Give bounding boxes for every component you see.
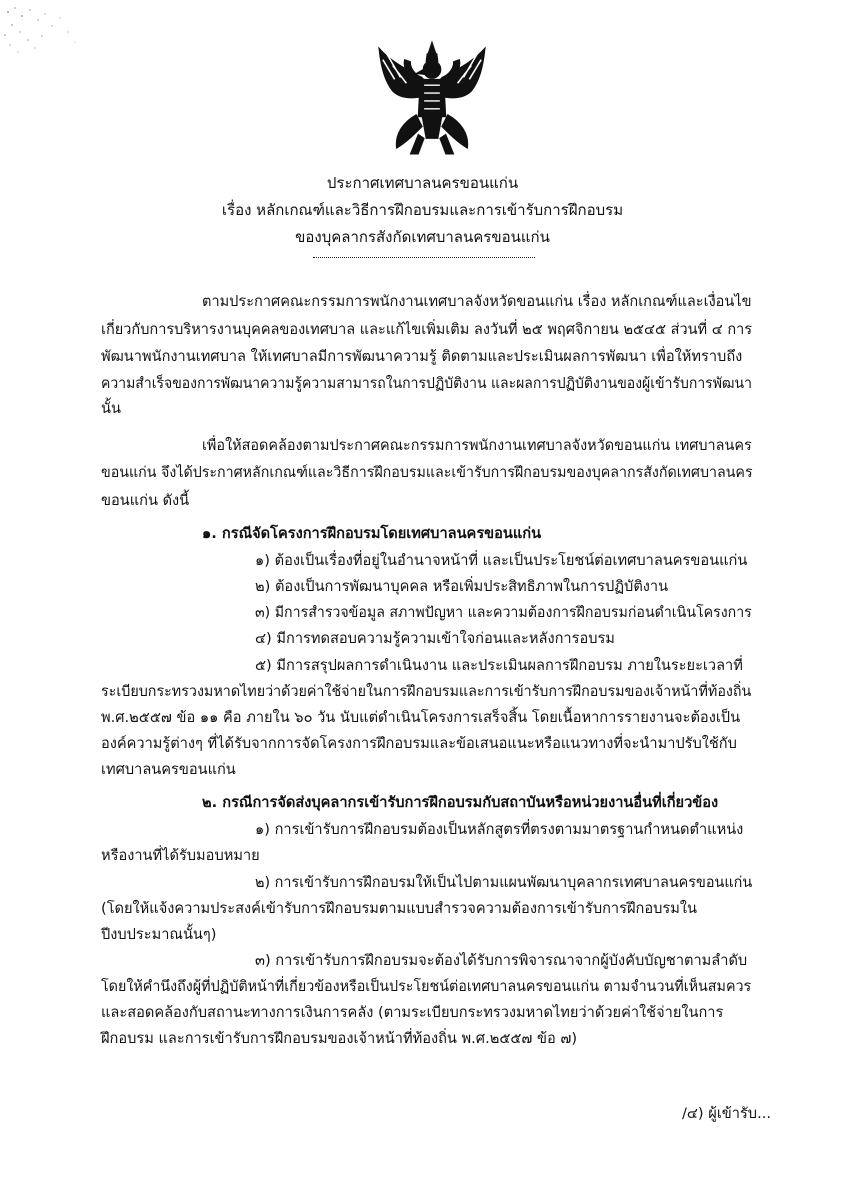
section1-heading: ๑. กรณีจัดโครงการฝึกอบรมโดยเทศบาลนครขอนแก่น — [202, 525, 542, 542]
section1-item: ๕) มีการสรุปผลการดำเนินงาน และประเมินผลการฝึกอบรม ภายในระยะเวลาที่ — [255, 657, 743, 674]
section1-item: ๔) มีการทดสอบความรู้ความเข้าใจก่อนและหลังการอบรม — [255, 630, 615, 647]
section2-item1: ๑) การเข้ารับการฝึกอบรมต้องเป็นหลักสูตรที่ตรงตามมาตรฐานกำหนดตำแหน่ง — [255, 821, 744, 838]
section1-item5-cont: พ.ศ.๒๕๕๗ ข้อ ๑๑ คือ ภายใน ๖๐ วัน นับแต่ดำเนินโครงการเสร็จสิ้น โดยเนื้อหาการรายงานจะต้องเป็น — [101, 709, 741, 726]
section1-item: ๓) มีการสำรวจข้อมูล สภาพปัญหา และความต้องการฝึกอบรมก่อนดำเนินโครงการ — [255, 604, 752, 621]
scan-noise — [0, 0, 90, 60]
section2-heading: ๒. กรณีการจัดส่งบุคลากรเข้ารับการฝึกอบรมกับสถาบันหรือหน่วยงานอื่นที่เกี่ยวข้อง — [202, 794, 719, 811]
section2-item3-cont: โดยให้คำนึงถึงผู้ที่ปฏิบัติหน้าที่เกี่ยวข้องหรือเป็นประโยชน์ต่อเทศบาลนครขอนแก่น ตามจำนวนที่เห็นสมควร — [101, 978, 752, 995]
page-continuation: /๔) ผู้เข้ารับ... — [681, 1105, 771, 1122]
garuda-emblem-icon — [373, 40, 491, 158]
intro-line: เกี่ยวกับการบริหารงานบุคคลของเทศบาล และแก้ไขเพิ่มเติม ลงวันที่ ๒๕ พฤศจิกายน ๒๕๔๕ ส่วนที่ ๔ การ — [101, 321, 753, 338]
section2-item1-cont: หรืองานที่ได้รับมอบหมาย — [101, 847, 260, 864]
purpose-line: เพื่อให้สอดคล้องตามประกาศคณะกรรมการพนักงานเทศบาลจังหวัดขอนแก่น เทศบาลนคร — [202, 437, 752, 454]
section2-item2: ๒) การเข้ารับการฝึกอบรมให้เป็นไปตามแผนพัฒนาบุคลากรเทศบาลนครขอนแก่น — [255, 874, 753, 891]
section2-item2-cont: (โดยให้แจ้งความประสงค์เข้ารับการฝึกอบรมตามแบบสำรวจความต้องการเข้ารับการฝึกอบรมใน — [101, 900, 697, 917]
section1-item5-cont: เทศบาลนครขอนแก่น — [101, 761, 236, 778]
section1-item: ๑) ต้องเป็นเรื่องที่อยู่ในอำนาจหน้าที่ และเป็นประโยชน์ต่อเทศบาลนครขอนแก่น — [255, 552, 748, 569]
section2-item2-cont: ปีงบประมาณนั้นๆ) — [101, 926, 217, 943]
intro-line: นั้น — [101, 400, 121, 417]
section1-item5-cont: องค์ความรู้ต่างๆ ที่ได้รับจากการจัดโครงการฝึกอบรมและข้อเสนอแนะหรือแนวทางที่จะนำมาปรับใช้กับ — [101, 735, 737, 752]
purpose-line: ขอนแก่น ดังนี้ — [101, 492, 190, 509]
intro-line: พัฒนาพนักงานเทศบาล ให้เทศบาลมีการพัฒนาความรู้ ติดตามและประเมินผลการพัฒนา เพื่อให้ทราบถึง — [101, 348, 743, 365]
section1-item: ๒) ต้องเป็นการพัฒนาบุคคล หรือเพิ่มประสิทธิภาพในการปฏิบัติงาน — [255, 578, 669, 595]
intro-line: ความสำเร็จของการพัฒนาความรู้ความสามารถในการปฏิบัติงาน และผลการปฏิบัติงานของผู้เข้ารับการพัฒนา — [101, 375, 752, 392]
announcement-title: ประกาศเทศบาลนครขอนแก่น — [326, 174, 519, 192]
announcement-subject-cont: ของบุคลากรสังกัดเทศบาลนครขอนแก่น — [295, 228, 550, 246]
header-divider — [313, 257, 535, 258]
section1-item5-cont: ระเบียบกระทรวงมหาดไทยว่าด้วยค่าใช้จ่ายในการฝึกอบรมและการเข้ารับการฝึกอบรมของเจ้าหน้าที่ท้องถิ่น — [101, 683, 752, 700]
section2-item3-cont: ฝึกอบรม และการเข้ารับการฝึกอบรมของเจ้าหน้าที่ท้องถิ่น พ.ศ.๒๕๕๗ ข้อ ๗) — [101, 1030, 578, 1047]
section2-item3: ๓) การเข้ารับการฝึกอบรมจะต้องได้รับการพิจารณาจากผู้บังคับบัญชาตามลำดับ — [255, 952, 748, 969]
intro-line: ตามประกาศคณะกรรมการพนักงานเทศบาลจังหวัดขอนแก่น เรื่อง หลักเกณฑ์และเงื่อนไข — [202, 293, 752, 310]
section2-item3-cont: และสอดคล้องกับสถานะทางการเงินการคลัง (ตามระเบียบกระทรวงมหาดไทยว่าด้วยค่าใช้จ่ายในการ — [101, 1004, 724, 1021]
announcement-subject: เรื่อง หลักเกณฑ์และวิธีการฝึกอบรมและการเข้ารับการฝึกอบรม — [221, 201, 624, 219]
purpose-line: ขอนแก่น จึงได้ประกาศหลักเกณฑ์และวิธีการฝึกอบรมและเข้ารับการฝึกอบรมของบุคลากรสังกัดเทศบาลนคร — [101, 464, 753, 481]
